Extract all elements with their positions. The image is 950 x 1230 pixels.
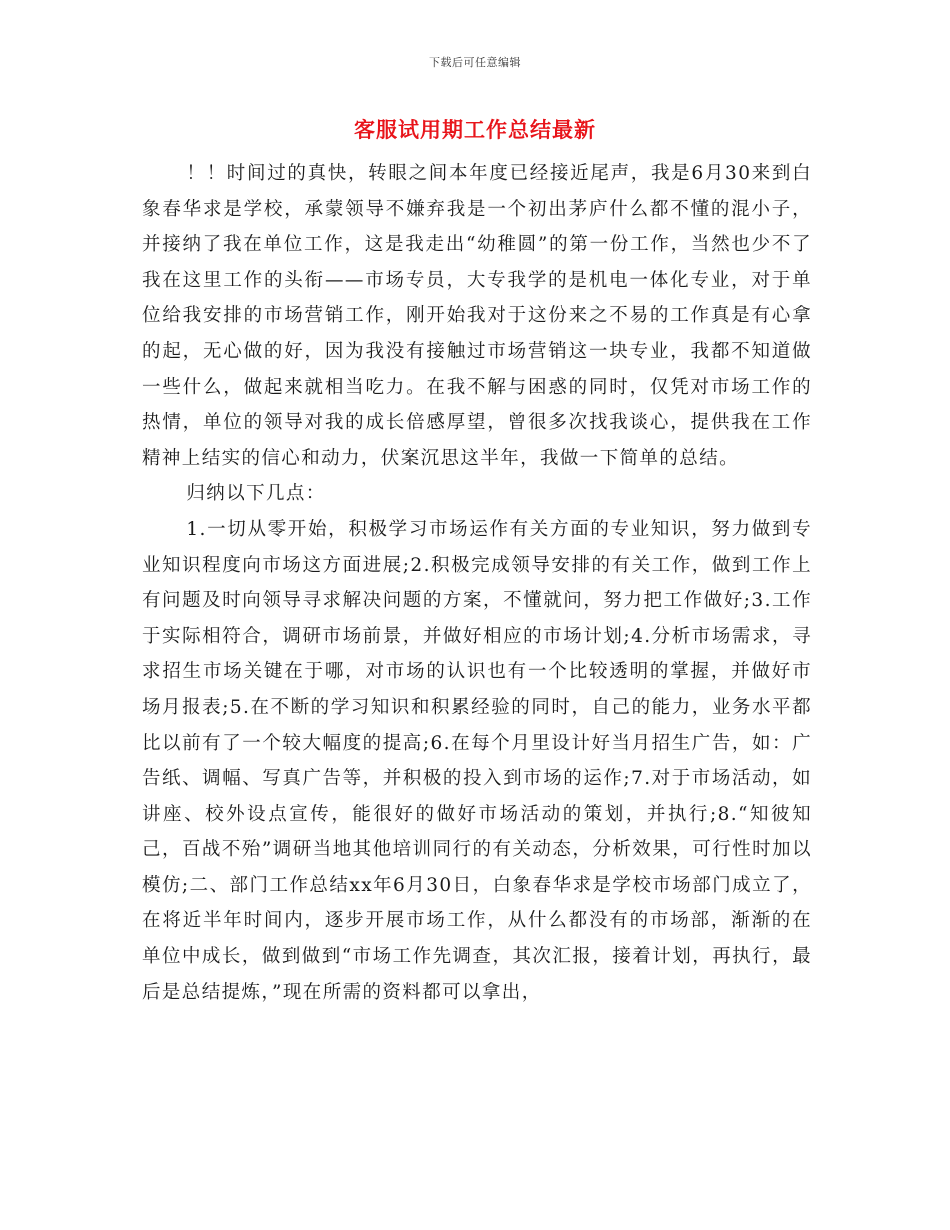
- document-body: [142, 156, 812, 1010]
- paragraph-intro: ！！时间过的真快，转眼之间本年度已经接近尾声，我是6月30来到白象春华求是学校，承蒙领导不嫌弃我是一个初出茅庐什么都不懂的混小子，并接纳了我在单位工作，这是我走出“幼稚圆”的第一份工作，当然也少不了我在这里工作的头衔——市场专员，大专我学的是机电一体化专业，对于单位给我安排的市场营销工作，刚开始我对于这份来之不易的工作真是有心拿的起，无心做的好，因为我没有接触过市场营销这一块专业，我都不知道做一些什么，做起来就相当吃力。在我不解与困惑的同时，仅凭对市场工作的热情，单位的领导对我的成长倍感厚望，曾很多次找我谈心，提供我在工作精神上结实的信心和动力，伏案沉思这半年，我做一下简单的总结。: [142, 163, 812, 469]
- header-note: 下载后可任意编辑: [429, 56, 521, 69]
- paragraph-summary-heading: 归纳以下几点：: [186, 483, 326, 505]
- document-title: 客服试用期工作总结最新: [354, 117, 596, 142]
- paragraph-points: 1.一切从零开始，积极学习市场运作有关方面的专业知识，努力做到专业知识程度向市场这方面进展;2.积极完成领导安排的有关工作，做到工作上有问题及时向领导寻求解决问题的方案，不懂就问，努力把工作做好;3.工作于实际相符合，调研市场前景，并做好相应的市场计划;4.分析市场需求，寻求招生市场关键在于哪，对市场的认识也有一个比较透明的掌握，并做好市场月报表;5.在不断的学习知识和积累经验的同时，自己的能力，业务水平都比以前有了一个较大幅度的提高;6.在每个月里设计好当月招生广告，如：广告纸、调幅、写真广告等，并积极的投入到市场的运作;7.对于市场活动，如讲座、校外设点宣传，能很好的做好市场活动的策划，并执行;8.“知彼知己，百战不殆”调研当地其他培训同行的有关动态，分析效果，可行性时加以模仿;二、部门工作总结xx年6月30日，白象春华求是学校市场部门成立了，在将近半年时间内，逐步开展市场工作，从什么都没有的市场部，渐渐的在单位中成长，做到做到“市场工作先调查，其次汇报，接着计划，再执行，最后是总结提炼，”现在所需的资料都可以拿出，: [142, 518, 812, 1003]
